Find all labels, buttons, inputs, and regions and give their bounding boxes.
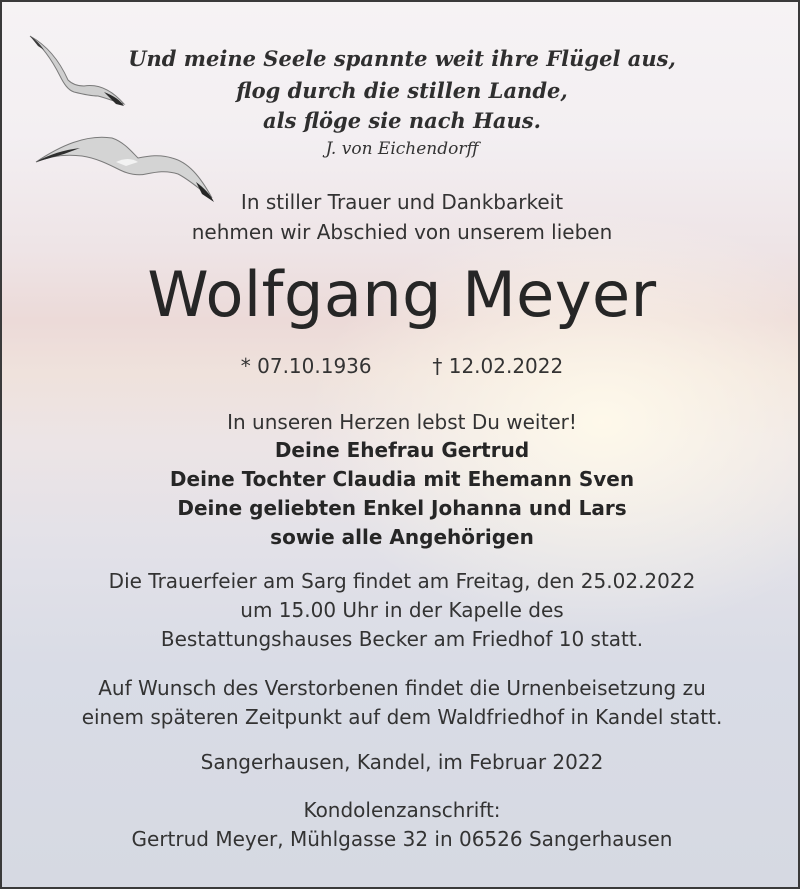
poem-author: J. von Eichendorff	[325, 139, 479, 159]
funeral-line: Die Trauerfeier am Sarg findet am Freitag, den 25.02.2022	[108, 569, 696, 593]
death-date: † 12.02.2022	[432, 354, 564, 378]
mourner-line: Deine geliebten Enkel Johanna und Lars	[177, 496, 627, 520]
condolence-label: Kondolenzanschrift:	[303, 798, 501, 822]
place-date: Sangerhausen, Kandel, im Februar 2022	[200, 750, 604, 774]
funeral-line: um 15.00 Uhr in der Kapelle des	[240, 598, 564, 622]
deceased-name: Wolfgang Meyer	[147, 258, 657, 331]
mourner-line: sowie alle Angehörigen	[270, 525, 534, 549]
birth-date: * 07.10.1936	[240, 354, 372, 378]
poem-line: Und meine Seele spannte weit ihre Flügel aus,	[128, 46, 676, 71]
funeral-line: Bestattungshauses Becker am Friedhof 10 statt.	[160, 627, 644, 651]
intro-line: nehmen wir Abschied von unserem lieben	[191, 220, 613, 244]
condolence-address: Gertrud Meyer, Mühlgasse 32 in 06526 Sangerhausen	[131, 827, 673, 851]
intro-line: In stiller Trauer und Dankbarkeit	[240, 190, 564, 214]
mourner-line: Deine Tochter Claudia mit Ehemann Sven	[169, 467, 635, 491]
mourners-intro: In unseren Herzen lebst Du weiter!	[227, 410, 577, 434]
poem-line: flog durch die stillen Lande,	[236, 78, 568, 103]
mourner-line: Deine Ehefrau Gertrud	[274, 438, 530, 462]
life-dates	[2, 354, 800, 378]
urn-line: einem späteren Zeitpunkt auf dem Waldfriedhof in Kandel statt.	[81, 705, 723, 729]
urn-line: Auf Wunsch des Verstorbenen findet die Urnenbeisetzung zu	[98, 676, 706, 700]
poem-line: als flöge sie nach Haus.	[263, 108, 541, 133]
